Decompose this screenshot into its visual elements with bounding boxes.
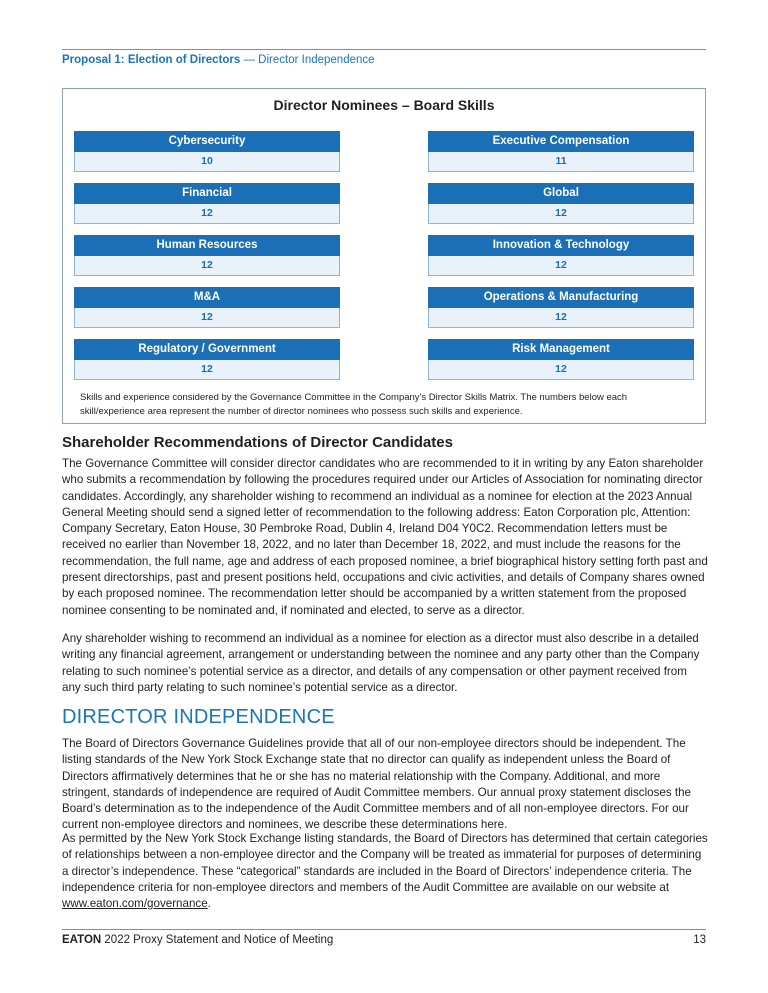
skills-footnote: Skills and experience considered by the Governance Committee in the Company's Director Skills Matrix. The numbers below each skill/experience area represent the number of director nominees who possess such skills and experience. — [80, 392, 628, 417]
skill-operations-manufacturing — [428, 287, 694, 328]
skill-global — [428, 183, 694, 224]
skill-label: Risk Management — [428, 339, 694, 360]
board-skills-title: Director Nominees – Board Skills — [273, 97, 495, 113]
skill-label: Human Resources — [74, 235, 340, 256]
skill-m-and-a — [74, 287, 340, 328]
skill-innovation-technology — [428, 235, 694, 276]
section-header-rest: — Director Independence — [240, 54, 375, 66]
independence-paragraph-2-end: . — [207, 897, 211, 911]
skill-cybersecurity — [74, 131, 340, 172]
skill-human-resources — [74, 235, 340, 276]
section-header-bold: Proposal 1: Election of Directors — [62, 54, 241, 66]
bottom-divider — [62, 929, 706, 930]
board-skills-box — [62, 88, 706, 424]
skill-count: 12 — [74, 204, 340, 224]
skill-label: Regulatory / Government — [74, 339, 340, 360]
shareholder-paragraph-1: The Governance Committee will consider director candidates who are recommended to it in writing by any Eaton shareholder who submits a recommendation by following the procedures required under our Articles of Association for nominating director candidates. Accordingly, any shareholder wishing to recommend an individual as a nominee for election at the 2023 Annual General Meeting should send a signed letter of recommendation to the following address: Eaton Corporation plc, Attention: Company Secretary, Eaton House, 30 Pembroke Road, Dublin 4, Ireland D04 Y0C2. Recommendation letters must be received no earlier than November 18, 2022, and no later than December 18, 2022, and must include the reasons for the recommendation, the full name, age and address of each proposed nominee, a brief biographical history setting forth past and present directorships, past and present positions held, occupations and civic activities, and details of Company shares owned by each proposed nominee. The recommendation letter should be accompanied by a written statement from the proposed nominee consenting to be nominated and, if nominated and elected, to serve as a director. — [62, 457, 708, 617]
skill-count: 12 — [74, 360, 340, 380]
shareholder-recommendations-heading: Shareholder Recommendations of Director Candidates — [62, 434, 453, 451]
skill-financial — [74, 183, 340, 224]
footer-title: 2022 Proxy Statement and Notice of Meeting — [101, 934, 334, 946]
skill-label: Executive Compensation — [428, 131, 694, 152]
skill-count: 12 — [74, 256, 340, 276]
top-divider — [62, 49, 706, 50]
footer-brand: EATON — [62, 934, 102, 946]
skill-label: Operations & Manufacturing — [428, 287, 694, 308]
skill-executive-compensation — [428, 131, 694, 172]
independence-paragraph-2 — [62, 831, 708, 912]
skill-label: M&A — [74, 287, 340, 308]
director-independence-heading: DIRECTOR INDEPENDENCE — [62, 706, 335, 728]
skill-regulatory-government — [74, 339, 340, 380]
skill-count: 11 — [428, 152, 694, 172]
skill-count: 12 — [428, 204, 694, 224]
skill-count: 12 — [428, 256, 694, 276]
skill-count: 10 — [74, 152, 340, 172]
page-number: 13 — [693, 934, 706, 946]
independence-paragraph-2-text: As permitted by the New York Stock Exchange listing standards, the Board of Directors has determined that certain categories of relationships between a non-employee director and the Company will be treated as immaterial for purposes of determining a director’s independence. These “categorical” standards are included in the Board of Directors’ independence criteria. The independence criteria for non-employee directors and members of the Audit Committee are available on our website at — [62, 832, 708, 894]
shareholder-paragraph-2: Any shareholder wishing to recommend an individual as a nominee for election as a director must also describe in a detailed writing any financial agreement, arrangement or understanding between the nominee and any party other than the Company relating to such nominee’s potential service as a director, and details of any compensation or other payment received from any such third party relating to such nominee’s potential service as a director. — [62, 632, 700, 694]
footer — [62, 934, 333, 946]
skill-label: Innovation & Technology — [428, 235, 694, 256]
independence-paragraph-1: The Board of Directors Governance Guidelines provide that all of our non-employee directors should be independent. The listing standards of the New York Stock Exchange state that no director can qualify as independent unless the Board of Directors affirmatively determines that he or she has no material relationship with the Company. Additional, and more stringent, standards of independence are required of Audit Committee members. Our annual proxy statement discloses the Board’s determination as to the independence of the Audit Committee members and of all non-employee directors. For our current non-employee directors and nominees, we describe these determinations here. — [62, 737, 691, 832]
skill-count: 12 — [428, 308, 694, 328]
skill-risk-management — [428, 339, 694, 380]
skill-count: 12 — [428, 360, 694, 380]
skill-label: Global — [428, 183, 694, 204]
skill-count: 12 — [74, 308, 340, 328]
skill-label: Financial — [74, 183, 340, 204]
section-header — [62, 54, 375, 66]
skill-label: Cybersecurity — [74, 131, 340, 152]
governance-website-link[interactable]: www.eaton.com/governance — [62, 897, 208, 911]
